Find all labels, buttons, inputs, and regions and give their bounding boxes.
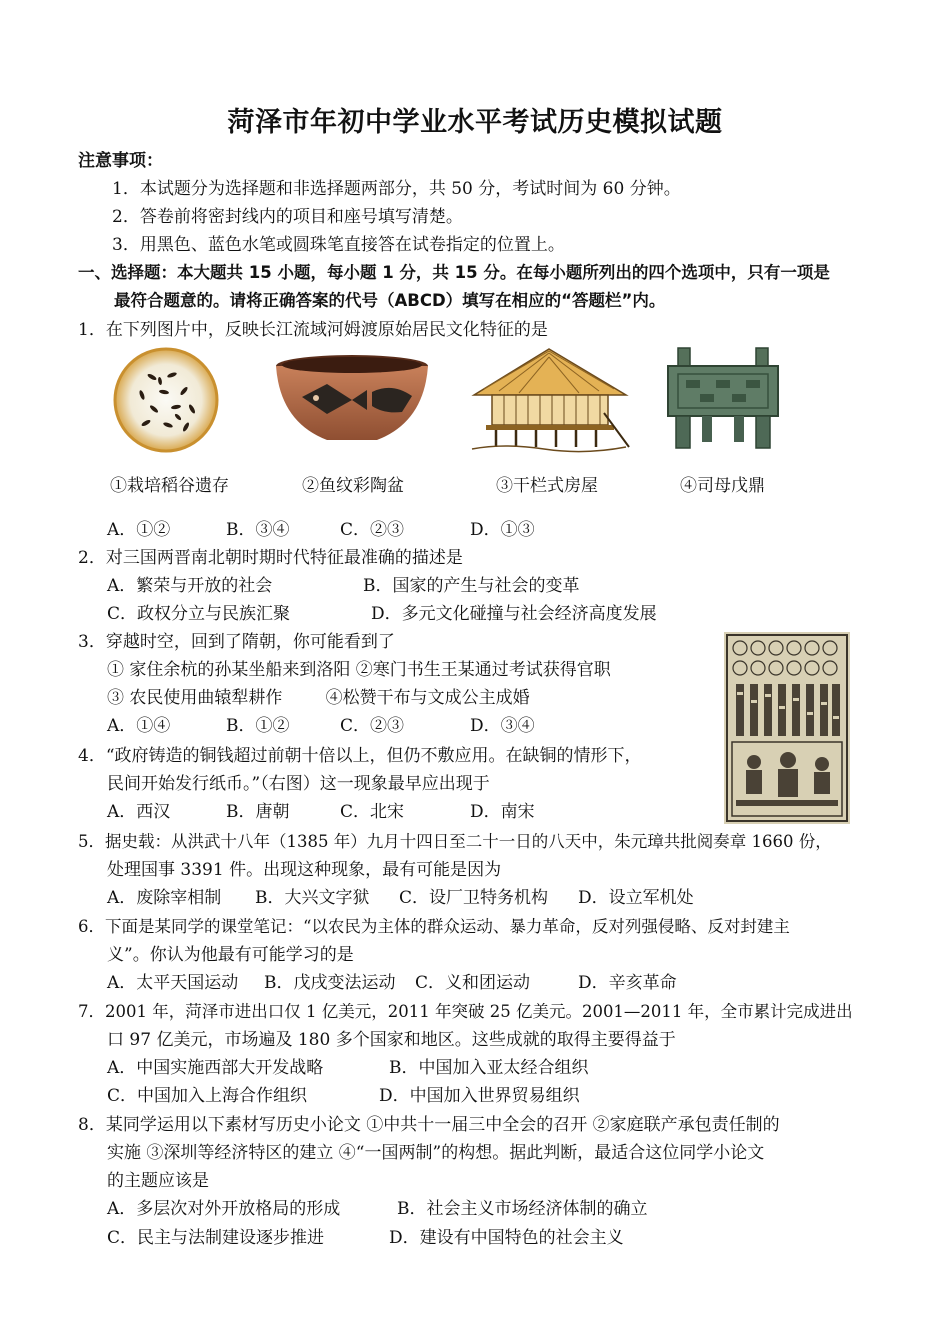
answer-option: A．①④ xyxy=(107,716,171,736)
section-heading: 一、选择题：本大题共 15 小题，每小题 1 分，共 15 分。在每小题所列出的四个选项中，只有一项是 xyxy=(78,263,830,282)
answer-option: C．中国加入上海合作组织 xyxy=(107,1086,308,1106)
image-caption: ①栽培稻谷遗存 xyxy=(110,476,229,496)
answer-option: C．政权分立与民族汇聚 xyxy=(107,604,291,624)
answer-option: C．义和团运动 xyxy=(415,973,531,993)
image-caption: ④司母戊鼎 xyxy=(680,476,765,496)
question-stem-cont: 处理国事 3391 件。出现这种现象，最有可能是因为 xyxy=(107,860,502,880)
answer-option: D．①③ xyxy=(470,520,535,540)
answer-option: B．社会主义市场经济体制的确立 xyxy=(397,1199,648,1219)
question-stem: 1．在下列图片中，反映长江流域河姆渡原始居民文化特征的是 xyxy=(78,320,548,340)
question-stem-cont: 民间开始发行纸币。”（右图）这一现象最早应出现于 xyxy=(107,774,490,794)
question-stem: 6．下面是某同学的课堂笔记：“以农民为主体的群众运动、暴力革命，反对列强侵略、反对封建主 xyxy=(78,917,790,936)
question-stem: 8．某同学运用以下素材写历史小论文 ①中共十一届三中全会的召开 ②家庭联产承包责任制的 xyxy=(78,1115,780,1135)
answer-option: A．中国实施西部大开发战略 xyxy=(107,1058,324,1078)
sub-item: ③ 农民使用曲辕犁耕作 ④松赞干布与文成公主成婚 xyxy=(107,688,530,708)
answer-option: B．戊戌变法运动 xyxy=(264,973,396,993)
notice-item: 2．答卷前将密封线内的项目和座号填写清楚。 xyxy=(112,207,463,227)
answer-option: C．设厂卫特务机构 xyxy=(399,888,549,908)
question-stem: 5．据史载：从洪武十八年（1385 年）九月十四日至二十一日的八天中，朱元璋共批阅奏章 1660 份， xyxy=(78,832,832,851)
question-stem-cont: 义”。你认为他最有可能学习的是 xyxy=(107,945,354,965)
answer-option: A．废除宰相制 xyxy=(107,888,222,908)
notice-item: 3．用黑色、蓝色水笔或圆珠笔直接答在试卷指定的位置上。 xyxy=(112,235,565,255)
fish-pattern-pottery-basin-icon xyxy=(272,352,432,447)
answer-option: D．南宋 xyxy=(470,802,535,822)
answer-option: C．②③ xyxy=(340,716,405,736)
answer-option: B．大兴文字狱 xyxy=(255,888,370,908)
answer-option: B．唐朝 xyxy=(226,802,290,822)
answer-option: C．民主与法制建设逐步推进 xyxy=(107,1228,325,1248)
answer-option: A．①② xyxy=(107,520,171,540)
question-stem-cont: 口 97 亿美元，市场遍及 180 多个国家和地区。这些成就的取得主要得益于 xyxy=(107,1030,676,1050)
image-caption: ②鱼纹彩陶盆 xyxy=(302,476,404,496)
answer-option: B．国家的产生与社会的变革 xyxy=(363,576,580,596)
answer-option: B．中国加入亚太经合组织 xyxy=(389,1058,589,1078)
answer-option: C．北宋 xyxy=(340,802,405,822)
notice-item: 1．本试题分为选择题和非选择题两部分，共 50 分，考试时间为 60 分钟。 xyxy=(112,179,681,199)
sub-item: ① 家住余杭的孙某坐船来到洛阳 ②寒门书生王某通过考试获得官职 xyxy=(107,660,611,680)
answer-option: A．太平天国运动 xyxy=(107,973,239,993)
answer-option: D．中国加入世界贸易组织 xyxy=(379,1086,580,1106)
answer-option: A．西汉 xyxy=(107,802,171,822)
question-stem: 2．对三国两晋南北朝时期时代特征最准确的描述是 xyxy=(78,548,463,568)
answer-option: C．②③ xyxy=(340,520,405,540)
answer-option: D．辛亥革命 xyxy=(578,973,677,993)
question-stem-cont: 的主题应该是 xyxy=(107,1171,209,1191)
answer-option: D．③④ xyxy=(470,716,535,736)
bronze-ding-vessel-icon xyxy=(662,342,784,454)
answer-option: B．①② xyxy=(226,716,290,736)
answer-option: A．多层次对外开放格局的形成 xyxy=(107,1199,341,1219)
page-title: 菏泽市年初中学业水平考试历史模拟试题 xyxy=(227,107,723,138)
answer-option: D．建设有中国特色的社会主义 xyxy=(389,1228,624,1248)
answer-option: B．③④ xyxy=(226,520,290,540)
answer-option: D．设立军机处 xyxy=(578,888,694,908)
jiaozi-paper-money-icon xyxy=(724,632,850,824)
notice-heading: 注意事项： xyxy=(78,151,163,171)
answer-option: D．多元文化碰撞与社会经济高度发展 xyxy=(371,604,657,624)
question-stem: 3．穿越时空，回到了隋朝，你可能看到了 xyxy=(78,632,395,652)
answer-option: A．繁荣与开放的社会 xyxy=(107,576,273,596)
section-heading-cont: 最符合题意的。请将正确答案的代号（ABCD）填写在相应的“答题栏”内。 xyxy=(114,291,666,310)
stilt-house-icon xyxy=(464,343,634,455)
question-stem: 7．2001 年，菏泽市进出口仅 1 亿美元，2011 年突破 25 亿美元。2001—2011 年，全市累计完成进出 xyxy=(78,1002,853,1021)
image-caption: ③干栏式房屋 xyxy=(496,476,598,496)
question-stem: 4．“政府铸造的铜钱超过前朝十倍以上，但仍不敷应用。在缺铜的情形下， xyxy=(78,746,642,766)
rice-grain-remains-icon xyxy=(112,347,220,453)
question-stem-cont: 实施 ③深圳等经济特区的建立 ④“一国两制”的构想。据此判断，最适合这位同学小论文 xyxy=(107,1143,765,1163)
